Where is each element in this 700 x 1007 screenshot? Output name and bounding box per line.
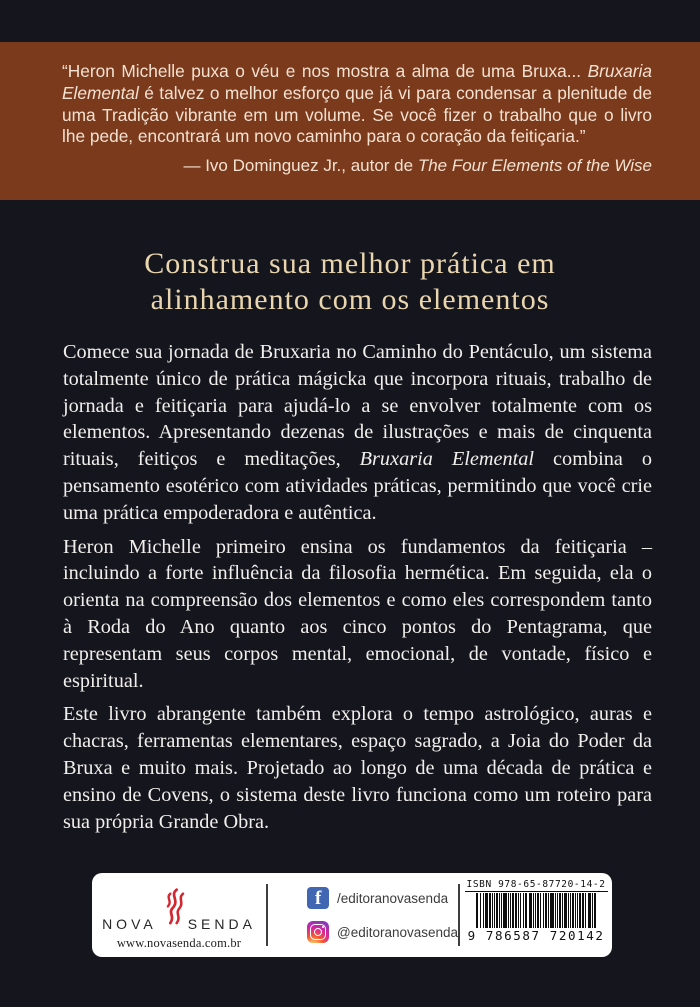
- publisher-name: [102, 887, 256, 933]
- publisher-name-left: NOVA: [102, 916, 157, 932]
- flame-icon: [160, 887, 187, 934]
- publisher-website: www.novasenda.com.br: [116, 936, 242, 950]
- barcode-digits: 9 786587 720142: [465, 928, 608, 943]
- page-title-line-1: Construa sua melhor prática em: [144, 247, 556, 280]
- body-paragraph: Heron Michelle primeiro ensina os fundamentos da feitiçaria – incluindo a forte influência da filosofia hermética. Em seguida, ela o orienta na compreensão dos elementos e como eles correspondem tanto à Roda do Ano quanto aos cinco pontos do Pentagrama, que representam seus corpos mental, emocional, de vontade, físico e espiritual.: [63, 535, 652, 692]
- publisher-name-right: SENDA: [187, 916, 256, 932]
- facebook-icon: f: [307, 887, 329, 909]
- quote-band: [0, 42, 700, 200]
- page-title: [0, 246, 700, 318]
- quote-attribution: — Ivo Dominguez Jr., autor de The Four Elements of the Wise: [183, 156, 652, 176]
- instagram-icon: [307, 921, 329, 943]
- barcode-section: [460, 873, 612, 957]
- facebook-handle: /editoranovasenda: [337, 890, 449, 906]
- body-paragraph: Este livro abrangente também explora o tempo astrológico, auras e chacras, ferramentas elementares, espaço sagrado, a Joia do Poder da Bruxa e muito mais. Projetado ao longo de uma década de prática e ensino de Covens, o sistema deste livro funciona como um roteiro para sua própria Grande Obra.: [63, 703, 652, 833]
- body-paragraph: Comece sua jornada de Bruxaria no Caminho do Pentáculo, um sistema totalmente único de prática mágicka que incorpora rituais, trabalho de jornada e feitiçaria para ajudá-lo a se envolver totalmente com os elementos. Apresentando dezenas de ilustrações e mais de cinquenta rituais, feitiços e meditações, Bruxaria Elemental combina o pensamento esotérico com atividades práticas, permitindo que você crie uma prática empoderadora e autêntica.: [63, 341, 652, 524]
- page-title-line-2: alinhamento com os elementos: [150, 283, 550, 316]
- publisher-logo: [92, 873, 266, 957]
- instagram-row: [307, 921, 458, 943]
- body-copy: [63, 339, 652, 842]
- instagram-handle: @editoranovasenda: [337, 924, 459, 940]
- isbn-label: ISBN 978-65-87720-14-2: [466, 879, 606, 890]
- publisher-card: [92, 873, 612, 957]
- quote-text: “Heron Michelle puxa o véu e nos mostra a alma de uma Bruxa... Bruxaria Elemental é talvez o melhor esforço que já vi para condensar a plenitude de uma Tradição vibrante em um volume. Se você fizer o trabalho que o livro lhe pede, encontrará um novo caminho para o coração da feitiçaria.”: [62, 61, 652, 147]
- facebook-row: [307, 887, 458, 909]
- social-links: [268, 873, 458, 957]
